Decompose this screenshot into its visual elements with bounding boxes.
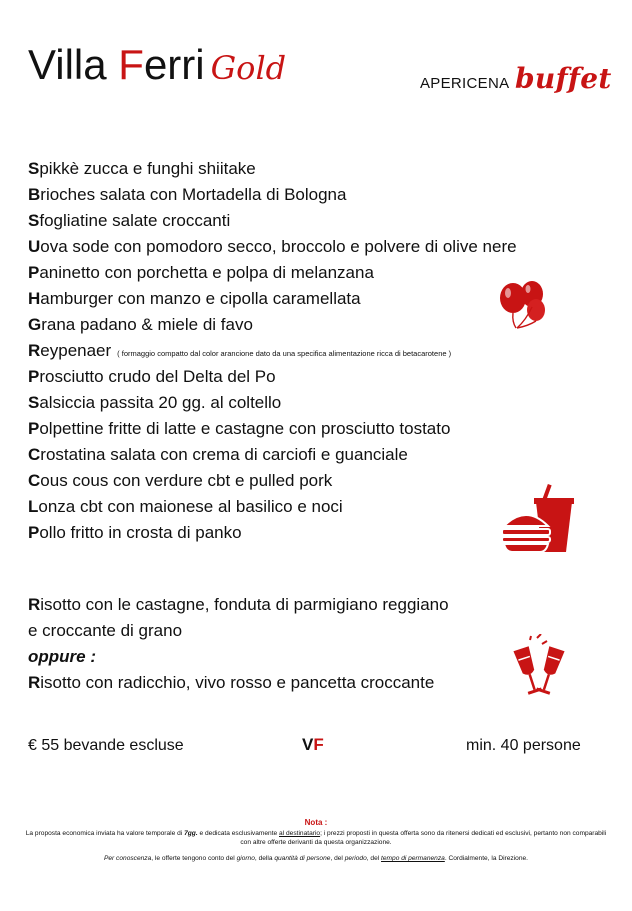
- menu-item: Uova sode con pomodoro secco, broccolo e polvere di olive nere: [28, 237, 517, 256]
- min-persons-label: min. 40 persone: [466, 737, 581, 754]
- menu-item: Hamburger con manzo e cipolla caramellata: [28, 289, 361, 308]
- champagne-toast-icon: [508, 634, 570, 700]
- menu-item: Prosciutto crudo del Delta del Po: [28, 367, 276, 386]
- menu-item: Pollo fritto in crosta di panko: [28, 523, 242, 542]
- oppure-label: oppure :: [28, 647, 96, 666]
- menu-item: Polpettine fritte di latte e castagne con prosciutto tostato: [28, 419, 451, 438]
- brand-villa: Villa: [28, 41, 119, 88]
- menu-item: Lonza cbt con maionese al basilico e noci: [28, 497, 343, 516]
- nota-title: Nota :: [304, 818, 328, 827]
- nota-paragraph-1: La proposta economica inviata ha valore temporale di 7gg. e dedicata esclusivamente al destinatario; i prezzi proposti in questa offerta sono da ritenersi dedicati ed esclusivi, pertanto non comparabili con altre offerte derivanti da questa organizzazione.: [25, 830, 607, 846]
- menu-item: Crostatina salata con crema di carciofi e guanciale: [28, 445, 408, 464]
- menu-item: Salsiccia passita 20 gg. al coltello: [28, 393, 282, 412]
- buffet-label: buffet: [515, 62, 612, 95]
- vf-logo: VF: [302, 735, 324, 754]
- apericena-buffet-label: [420, 62, 612, 95]
- menu-item: Grana padano & miele di favo: [28, 315, 253, 334]
- reypenaer-note: ( formaggio compatto dal color arancione dato da una specifica alimentazione ricca di betacarotene ): [117, 349, 452, 358]
- brand-f-letter: F: [118, 41, 144, 88]
- balloons-icon: [496, 280, 552, 332]
- price-label: € 55 bevande escluse: [28, 737, 184, 754]
- menu-item: Paninetto con porchetta e polpa di melanzana: [28, 263, 374, 282]
- brand-gold: Gold: [210, 49, 287, 87]
- menu-item: Reypenaer ( formaggio compatto dal color arancione dato da una specifica alimentazione ricca di betacarotene ): [28, 341, 452, 360]
- risotto-line-1: Risotto con le castagne, fonduta di parmigiano reggiano: [28, 595, 449, 614]
- menu-item: Cous cous con verdure cbt e pulled pork: [28, 471, 333, 490]
- nota-paragraph-2: Per conoscenza, le offerte tengono conto del giorno, della quantità di persone, del periodo, del tempo di permanenza. Cordialmente, la Direzione.: [103, 855, 529, 862]
- menu-item: Sfogliatine salate croccanti: [28, 211, 231, 230]
- apericena-label: APERICENA: [420, 75, 509, 92]
- risotto-line-3: Risotto con radicchio, vivo rosso e pancetta croccante: [28, 673, 435, 692]
- brand-erri: erri: [143, 41, 205, 88]
- menu-item: Brioches salata con Mortadella di Bologna: [28, 185, 347, 204]
- risotto-line-2: e croccante di grano: [28, 621, 183, 640]
- menu-item: Spikkè zucca e funghi shiitake: [28, 159, 256, 178]
- burger-drink-icon: [500, 482, 576, 556]
- brand-title: [28, 40, 286, 93]
